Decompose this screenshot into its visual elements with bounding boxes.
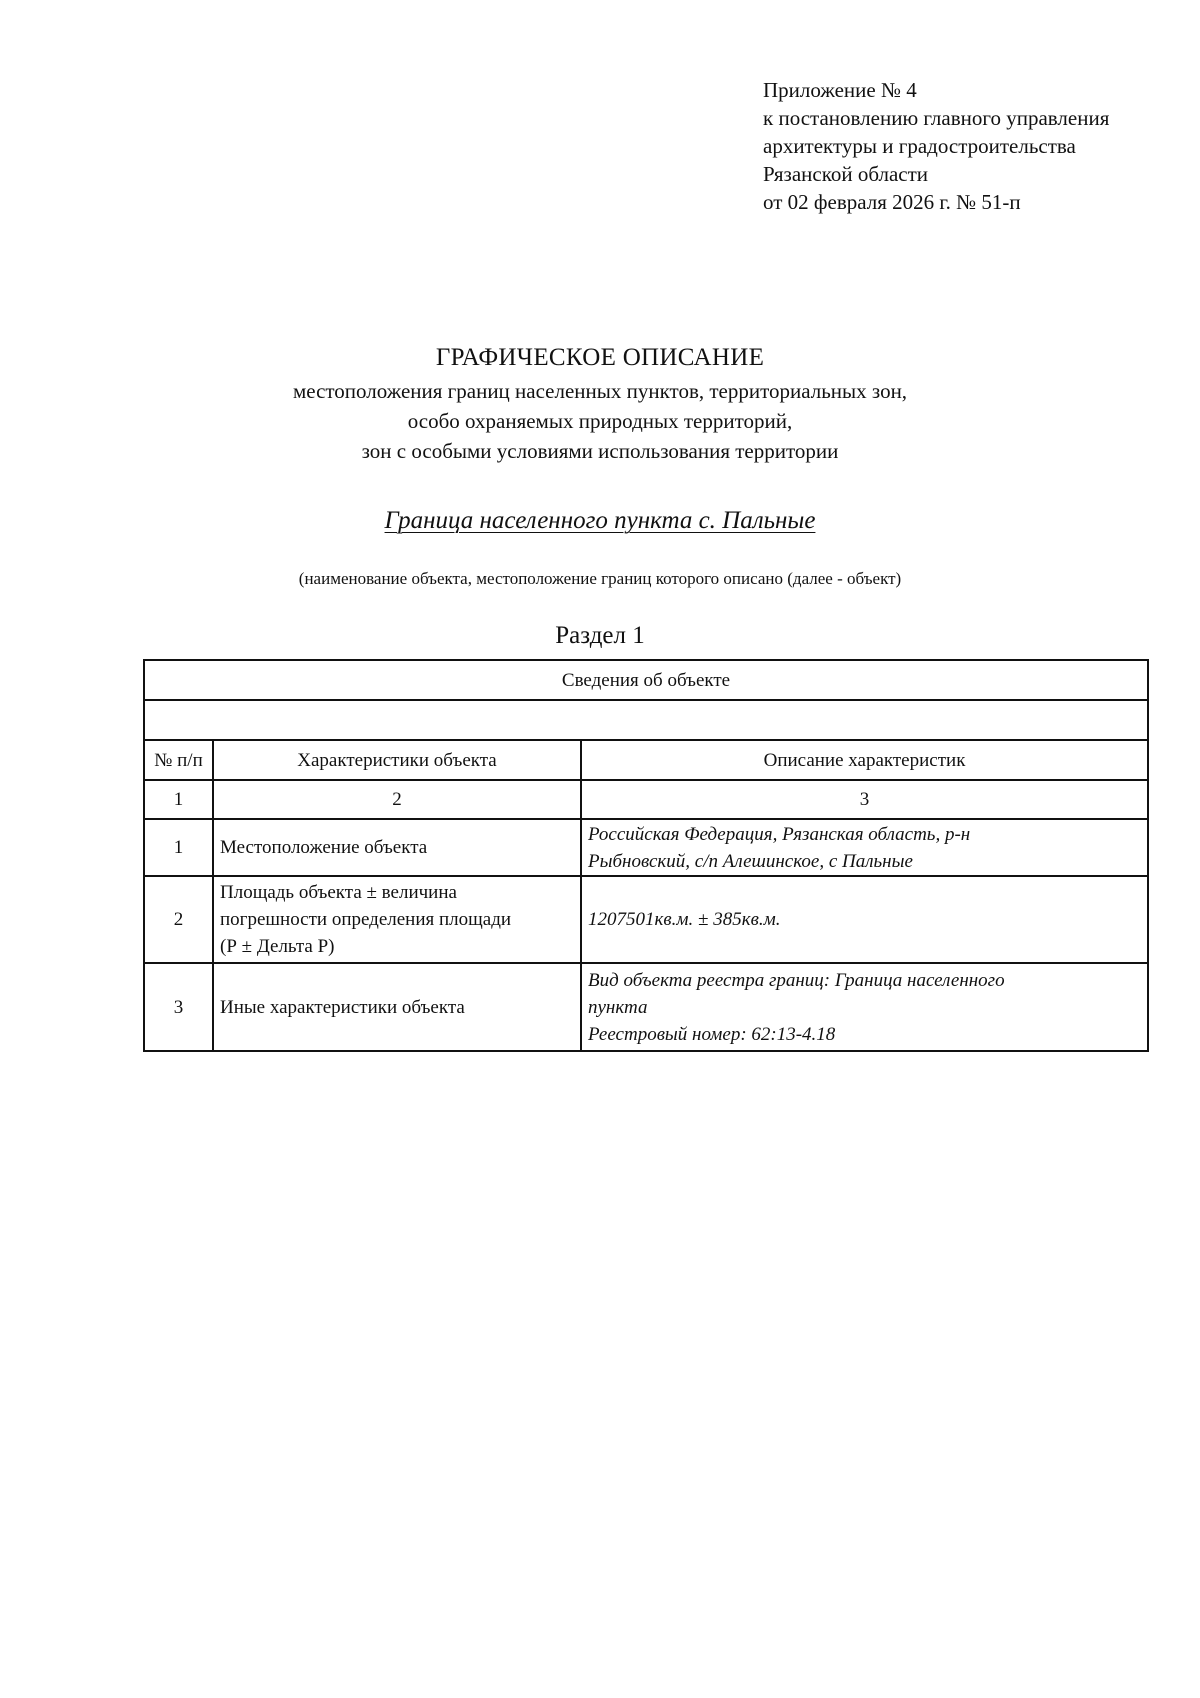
object-name: Граница населенного пункта с. Пальные — [384, 507, 816, 534]
table-row — [144, 876, 1148, 963]
table-row — [144, 963, 1148, 1051]
row-characteristic-line: Иные характеристики объекта — [220, 996, 465, 1018]
row-characteristic-line: погрешности определения площади — [220, 909, 512, 930]
column-header-characteristics: Характеристики объекта — [213, 740, 581, 780]
subtitle-line-2: особо охраняемых природных территорий, — [407, 409, 793, 433]
table-header-row — [144, 660, 1148, 700]
column-header-description: Описание характеристик — [581, 740, 1148, 780]
column-number-1: 1 — [144, 780, 213, 819]
row-characteristic-line: Местоположение объекта — [220, 837, 428, 858]
row-characteristic-line: (Р ± Дельта Р) — [220, 936, 335, 957]
row-characteristic — [213, 819, 581, 876]
appendix-line-2: к постановлению главного управления — [763, 106, 1110, 130]
row-description-line: Рыбновский, с/п Алешинское, с Пальные — [588, 850, 913, 872]
row-description — [581, 819, 1148, 876]
table-empty-cell — [144, 700, 1148, 740]
row-number: 2 — [144, 876, 213, 963]
subtitle-line-1: местоположения границ населенных пунктов, территориальных зон, — [292, 379, 908, 403]
appendix-line-5: от 02 февраля 2026 г. № 51-п — [763, 190, 1021, 214]
row-description-line: 1207501кв.м. ± 385кв.м. — [588, 909, 781, 930]
subtitle-line-3: зон с особыми условиями использования территории — [361, 439, 839, 463]
row-characteristic — [213, 876, 581, 963]
table-column-number-row — [144, 780, 1148, 819]
table-header-cell: Сведения об объекте — [144, 660, 1148, 700]
object-name-heading — [0, 505, 1200, 537]
row-description — [581, 876, 1148, 963]
column-number-3: 3 — [581, 780, 1148, 819]
row-description — [581, 963, 1148, 1051]
document-title: ГРАФИЧЕСКОЕ ОПИСАНИЕ — [435, 344, 765, 371]
object-info-table — [143, 659, 1149, 1052]
row-characteristic-line: Площадь объекта ± величина — [220, 882, 457, 903]
appendix-line-4: Рязанской области — [763, 162, 929, 186]
row-description-line: Российская Федерация, Рязанская область, р-н — [588, 823, 971, 845]
section-title: Раздел 1 — [555, 622, 645, 649]
appendix-block — [763, 76, 1109, 216]
row-characteristic — [213, 963, 581, 1051]
table-column-header-row — [144, 740, 1148, 780]
document-subtitle — [0, 376, 1200, 466]
object-caption: (наименование объекта, местоположение границ которого описано (далее - объект) — [298, 569, 902, 588]
appendix-line-3: архитектуры и градостроительства — [763, 134, 1076, 158]
table-empty-row — [144, 700, 1148, 740]
row-description-line: Вид объекта реестра границ: Граница населенного — [588, 969, 1005, 991]
column-number-2: 2 — [213, 780, 581, 819]
table-row — [144, 819, 1148, 876]
row-description-line: Реестровый номер: 62:13-4.18 — [588, 1023, 836, 1045]
row-number: 3 — [144, 963, 213, 1051]
row-number: 1 — [144, 819, 213, 876]
appendix-line-1: Приложение № 4 — [763, 78, 917, 102]
row-description-line: пункта — [588, 996, 648, 1018]
column-header-num: № п/п — [144, 740, 213, 780]
